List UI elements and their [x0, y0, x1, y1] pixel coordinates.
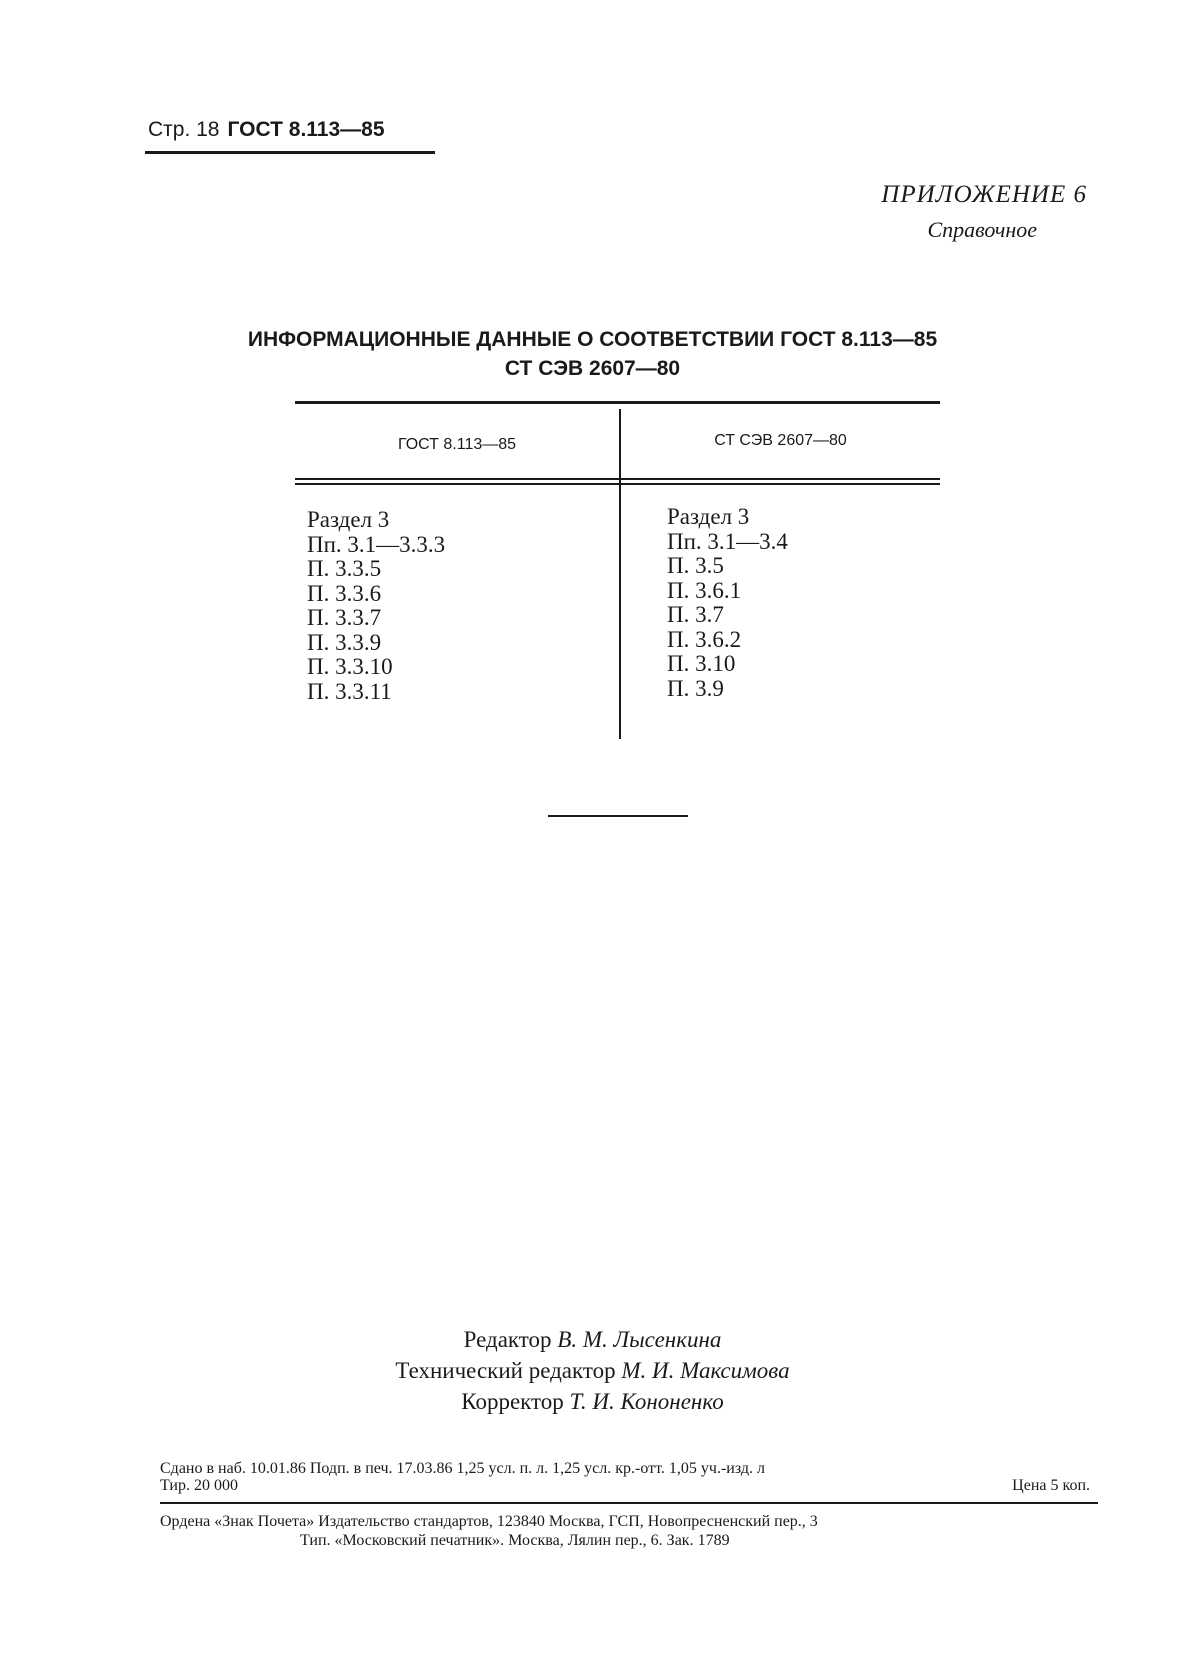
table-header-rule [295, 478, 940, 485]
page-header [148, 118, 385, 142]
table-column-st-sev [667, 505, 788, 701]
credits [0, 1324, 1185, 1417]
table-cell: П. 3.3.6 [307, 580, 382, 606]
appendix-label [881, 181, 1087, 243]
appendix-title: ПРИЛОЖЕНИЕ 6 [881, 181, 1087, 208]
table-cell: П. 3.6.1 [667, 577, 742, 603]
credit-tech-editor: Технический редактор М. И. Максимова [395, 1358, 790, 1383]
table-cell: П. 3.3.10 [307, 654, 393, 679]
table-cell: П. 3.7 [667, 602, 724, 627]
printer-info [160, 1512, 1100, 1550]
table-cell: Раздел 3 [307, 507, 390, 532]
table-column-divider [619, 409, 621, 739]
printer-line2: Тип. «Московский печатник». Москва, Лялин пер., 6. Зак. 1789 [300, 1532, 730, 1549]
table-cell: П. 3.9 [667, 675, 724, 701]
table-cell: П. 3.3.5 [307, 556, 382, 581]
credit-editor: Редактор В. М. Лысенкина [463, 1327, 722, 1352]
imprint-divider [160, 1502, 1098, 1504]
table-column-gost [307, 508, 445, 704]
printer-line1: Ордена «Знак Почета» Издательство стандартов, 123840 Москва, ГСП, Новопресненский пер., 3 [160, 1513, 818, 1530]
table-cell: Пп. 3.1—3.4 [667, 528, 788, 554]
document-title-line2: СТ СЭВ 2607—80 [504, 357, 681, 380]
table-header-gost: ГОСТ 8.113—85 [397, 436, 517, 453]
table-cell: Раздел 3 [667, 504, 750, 529]
table-top-rule [295, 401, 940, 404]
header-standard: ГОСТ 8.113—85 [227, 118, 385, 141]
appendix-subtitle: Справочное [927, 217, 1037, 242]
table-cell: П. 3.3.9 [307, 629, 382, 655]
document-title [0, 325, 1185, 383]
table-cell: П. 3.10 [667, 651, 736, 676]
header-divider [145, 151, 435, 154]
table-cell: П. 3.3.7 [307, 605, 382, 630]
imprint-line: Сдано в наб. 10.01.86 Подп. в печ. 17.03.86 1,25 усл. п. л. 1,25 усл. кр.-отт. 1,05 уч.-изд. л [160, 1460, 765, 1477]
imprint-price: Цена 5 коп. [1012, 1477, 1090, 1494]
table-cell: П. 3.5 [667, 553, 724, 578]
table-cell: П. 3.6.2 [667, 626, 742, 652]
page-number: Стр. 18 [148, 118, 220, 141]
document-title-line1: ИНФОРМАЦИОННЫЕ ДАННЫЕ О СООТВЕТСТВИИ ГОСТ 8.113—85 [247, 328, 938, 351]
table-header-st-sev: СТ СЭВ 2607—80 [714, 432, 847, 449]
credit-corrector: Корректор Т. И. Кононенко [461, 1389, 724, 1414]
end-divider [548, 815, 688, 817]
table-cell: П. 3.3.11 [307, 678, 392, 704]
imprint [160, 1460, 1090, 1494]
table-cell: Пп. 3.1—3.3.3 [307, 531, 446, 557]
imprint-circulation: Тир. 20 000 [160, 1477, 238, 1494]
